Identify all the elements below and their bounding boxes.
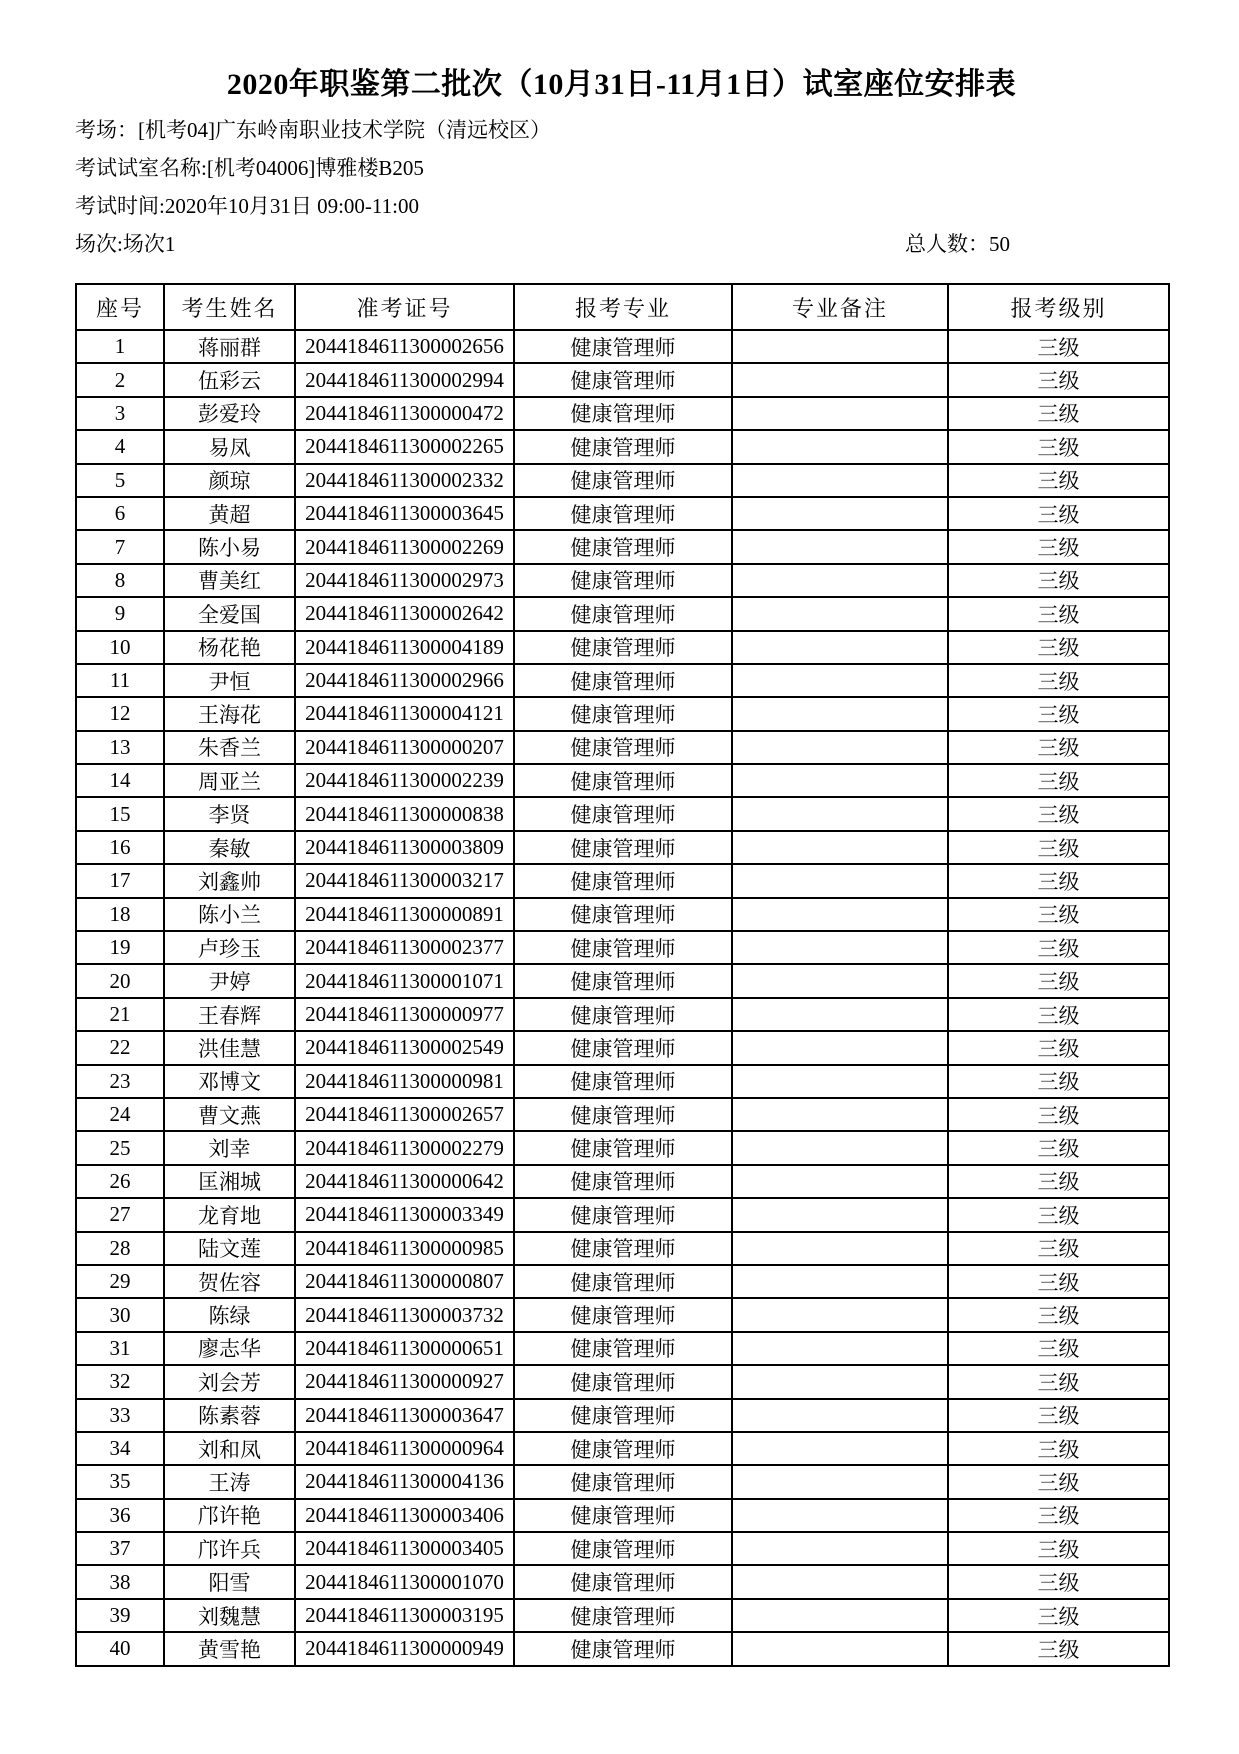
- cell-ticket: 2044184611300000927: [295, 1365, 514, 1398]
- cell-seat: 21: [76, 998, 164, 1031]
- cell-seat: 37: [76, 1532, 164, 1565]
- cell-remark: [732, 964, 948, 997]
- table-row: [76, 931, 1169, 964]
- cell-ticket: 2044184611300000838: [295, 797, 514, 830]
- cell-name: 陈小兰: [164, 898, 295, 931]
- cell-major: 健康管理师: [514, 597, 732, 630]
- cell-major: 健康管理师: [514, 1632, 732, 1665]
- cell-name: 陈素蓉: [164, 1399, 295, 1432]
- cell-seat: 4: [76, 430, 164, 463]
- table-row: [76, 1499, 1169, 1532]
- cell-seat: 16: [76, 831, 164, 864]
- column-header-name: 考生姓名: [164, 284, 295, 330]
- cell-name: 颜琼: [164, 464, 295, 497]
- cell-name: 曹美红: [164, 564, 295, 597]
- cell-seat: 31: [76, 1332, 164, 1365]
- cell-major: 健康管理师: [514, 1365, 732, 1398]
- cell-ticket: 2044184611300000977: [295, 998, 514, 1031]
- cell-level: 三级: [948, 764, 1169, 797]
- cell-major: 健康管理师: [514, 1399, 732, 1432]
- cell-seat: 27: [76, 1198, 164, 1231]
- cell-name: 刘和凤: [164, 1432, 295, 1465]
- cell-seat: 3: [76, 397, 164, 430]
- table-row: [76, 731, 1169, 764]
- column-header-ticket: 准考证号: [295, 284, 514, 330]
- cell-major: 健康管理师: [514, 1499, 732, 1532]
- cell-remark: [732, 330, 948, 363]
- table-row: [76, 1632, 1169, 1665]
- cell-level: 三级: [948, 363, 1169, 396]
- cell-name: 王春辉: [164, 998, 295, 1031]
- table-row: [76, 1031, 1169, 1064]
- cell-seat: 24: [76, 1098, 164, 1131]
- cell-level: 三级: [948, 1432, 1169, 1465]
- cell-level: 三级: [948, 664, 1169, 697]
- cell-seat: 29: [76, 1265, 164, 1298]
- cell-seat: 23: [76, 1065, 164, 1098]
- table-row: [76, 1532, 1169, 1565]
- cell-ticket: 2044184611300000985: [295, 1232, 514, 1265]
- cell-ticket: 2044184611300002269: [295, 530, 514, 563]
- cell-level: 三级: [948, 1065, 1169, 1098]
- cell-ticket: 2044184611300000651: [295, 1332, 514, 1365]
- cell-ticket: 2044184611300000964: [295, 1432, 514, 1465]
- table-row: [76, 998, 1169, 1031]
- cell-seat: 1: [76, 330, 164, 363]
- cell-remark: [732, 631, 948, 664]
- seat-assignment-table: [75, 283, 1170, 1667]
- cell-remark: [732, 363, 948, 396]
- cell-level: 三级: [948, 1131, 1169, 1164]
- cell-major: 健康管理师: [514, 564, 732, 597]
- cell-level: 三级: [948, 1532, 1169, 1565]
- cell-major: 健康管理师: [514, 1131, 732, 1164]
- table-row: [76, 1599, 1169, 1632]
- cell-remark: [732, 1632, 948, 1665]
- cell-ticket: 2044184611300003406: [295, 1499, 514, 1532]
- cell-major: 健康管理师: [514, 1432, 732, 1465]
- cell-level: 三级: [948, 1165, 1169, 1198]
- table-row: [76, 764, 1169, 797]
- table-row: [76, 597, 1169, 630]
- cell-level: 三级: [948, 1599, 1169, 1632]
- table-row: [76, 831, 1169, 864]
- table-row: [76, 664, 1169, 697]
- cell-name: 蒋丽群: [164, 330, 295, 363]
- table-row: [76, 898, 1169, 931]
- exam-site-line: 考场：[机考04]广东岭南职业技术学院（清远校区）: [75, 118, 551, 142]
- table-row: [76, 964, 1169, 997]
- cell-major: 健康管理师: [514, 764, 732, 797]
- table-row: [76, 363, 1169, 396]
- cell-level: 三级: [948, 898, 1169, 931]
- cell-level: 三级: [948, 931, 1169, 964]
- table-row: [76, 397, 1169, 430]
- cell-major: 健康管理师: [514, 430, 732, 463]
- cell-name: 邝许艳: [164, 1499, 295, 1532]
- cell-ticket: 2044184611300002973: [295, 564, 514, 597]
- cell-name: 周亚兰: [164, 764, 295, 797]
- table-row: [76, 1265, 1169, 1298]
- table-row: [76, 1198, 1169, 1231]
- cell-level: 三级: [948, 1031, 1169, 1064]
- cell-name: 杨花艳: [164, 631, 295, 664]
- cell-major: 健康管理师: [514, 1232, 732, 1265]
- cell-seat: 30: [76, 1298, 164, 1331]
- table-row: [76, 1232, 1169, 1265]
- cell-ticket: 2044184611300000807: [295, 1265, 514, 1298]
- cell-name: 尹恒: [164, 664, 295, 697]
- cell-ticket: 2044184611300002656: [295, 330, 514, 363]
- cell-seat: 34: [76, 1432, 164, 1465]
- cell-level: 三级: [948, 430, 1169, 463]
- cell-ticket: 2044184611300002377: [295, 931, 514, 964]
- cell-ticket: 2044184611300002642: [295, 597, 514, 630]
- table-row: [76, 564, 1169, 597]
- cell-major: 健康管理师: [514, 1599, 732, 1632]
- cell-seat: 33: [76, 1399, 164, 1432]
- cell-remark: [732, 697, 948, 730]
- cell-major: 健康管理师: [514, 530, 732, 563]
- cell-level: 三级: [948, 1465, 1169, 1498]
- cell-level: 三级: [948, 597, 1169, 630]
- cell-ticket: 2044184611300000642: [295, 1165, 514, 1198]
- cell-remark: [732, 1399, 948, 1432]
- cell-ticket: 2044184611300003195: [295, 1599, 514, 1632]
- cell-seat: 22: [76, 1031, 164, 1064]
- table-row: [76, 330, 1169, 363]
- cell-seat: 12: [76, 697, 164, 730]
- table-row: [76, 1565, 1169, 1598]
- cell-remark: [732, 797, 948, 830]
- cell-ticket: 2044184611300003405: [295, 1532, 514, 1565]
- cell-remark: [732, 1198, 948, 1231]
- cell-ticket: 2044184611300003732: [295, 1298, 514, 1331]
- cell-name: 黄超: [164, 497, 295, 530]
- table-row: [76, 1365, 1169, 1398]
- cell-level: 三级: [948, 1399, 1169, 1432]
- cell-major: 健康管理师: [514, 1298, 732, 1331]
- cell-remark: [732, 664, 948, 697]
- cell-major: 健康管理师: [514, 1165, 732, 1198]
- table-row: [76, 1098, 1169, 1131]
- cell-remark: [732, 1565, 948, 1598]
- cell-level: 三级: [948, 1232, 1169, 1265]
- cell-name: 贺佐容: [164, 1265, 295, 1298]
- cell-major: 健康管理师: [514, 1532, 732, 1565]
- cell-seat: 14: [76, 764, 164, 797]
- cell-seat: 10: [76, 631, 164, 664]
- column-header-level: 报考级别: [948, 284, 1169, 330]
- cell-ticket: 2044184611300004189: [295, 631, 514, 664]
- cell-remark: [732, 831, 948, 864]
- cell-name: 阳雪: [164, 1565, 295, 1598]
- cell-remark: [732, 1432, 948, 1465]
- cell-level: 三级: [948, 1332, 1169, 1365]
- cell-level: 三级: [948, 1265, 1169, 1298]
- cell-level: 三级: [948, 1632, 1169, 1665]
- session-row: [75, 232, 1168, 256]
- cell-remark: [732, 1098, 948, 1131]
- cell-name: 陆文莲: [164, 1232, 295, 1265]
- cell-seat: 5: [76, 464, 164, 497]
- cell-level: 三级: [948, 397, 1169, 430]
- cell-seat: 11: [76, 664, 164, 697]
- table-row: [76, 430, 1169, 463]
- cell-ticket: 2044184611300000981: [295, 1065, 514, 1098]
- cell-remark: [732, 1065, 948, 1098]
- table-row: [76, 864, 1169, 897]
- cell-seat: 25: [76, 1131, 164, 1164]
- cell-seat: 32: [76, 1365, 164, 1398]
- cell-ticket: 2044184611300002994: [295, 363, 514, 396]
- cell-seat: 8: [76, 564, 164, 597]
- cell-remark: [732, 1232, 948, 1265]
- table-row: [76, 1332, 1169, 1365]
- cell-remark: [732, 464, 948, 497]
- table-row: [76, 497, 1169, 530]
- table-row: [76, 530, 1169, 563]
- cell-remark: [732, 864, 948, 897]
- table-row: [76, 1399, 1169, 1432]
- cell-name: 王涛: [164, 1465, 295, 1498]
- cell-seat: 17: [76, 864, 164, 897]
- cell-ticket: 2044184611300002549: [295, 1031, 514, 1064]
- cell-ticket: 2044184611300003809: [295, 831, 514, 864]
- cell-name: 廖志华: [164, 1332, 295, 1365]
- cell-major: 健康管理师: [514, 664, 732, 697]
- cell-ticket: 2044184611300000891: [295, 898, 514, 931]
- table-row: [76, 631, 1169, 664]
- cell-ticket: 2044184611300004136: [295, 1465, 514, 1498]
- cell-ticket: 2044184611300003647: [295, 1399, 514, 1432]
- cell-name: 陈绿: [164, 1298, 295, 1331]
- cell-name: 秦敏: [164, 831, 295, 864]
- cell-seat: 28: [76, 1232, 164, 1265]
- cell-remark: [732, 1332, 948, 1365]
- cell-level: 三级: [948, 1098, 1169, 1131]
- cell-major: 健康管理师: [514, 1031, 732, 1064]
- table-row: [76, 797, 1169, 830]
- table-header-row: [76, 284, 1169, 330]
- cell-ticket: 2044184611300002332: [295, 464, 514, 497]
- cell-level: 三级: [948, 497, 1169, 530]
- cell-name: 洪佳慧: [164, 1031, 295, 1064]
- cell-name: 彭爱玲: [164, 397, 295, 430]
- table-row: [76, 1432, 1169, 1465]
- cell-name: 黄雪艳: [164, 1632, 295, 1665]
- cell-remark: [732, 1599, 948, 1632]
- cell-remark: [732, 1265, 948, 1298]
- cell-seat: 18: [76, 898, 164, 931]
- cell-name: 全爱国: [164, 597, 295, 630]
- cell-major: 健康管理师: [514, 964, 732, 997]
- table-row: [76, 697, 1169, 730]
- cell-level: 三级: [948, 864, 1169, 897]
- table-row: [76, 1065, 1169, 1098]
- cell-remark: [732, 397, 948, 430]
- cell-seat: 35: [76, 1465, 164, 1498]
- cell-remark: [732, 1365, 948, 1398]
- cell-ticket: 2044184611300003217: [295, 864, 514, 897]
- cell-level: 三级: [948, 797, 1169, 830]
- cell-major: 健康管理师: [514, 998, 732, 1031]
- cell-major: 健康管理师: [514, 330, 732, 363]
- cell-level: 三级: [948, 1298, 1169, 1331]
- cell-remark: [732, 1298, 948, 1331]
- cell-remark: [732, 1532, 948, 1565]
- cell-ticket: 2044184611300004121: [295, 697, 514, 730]
- page-title: 2020年职鉴第二批次（10月31日-11月1日）试室座位安排表: [226, 68, 1017, 101]
- table-row: [76, 1131, 1169, 1164]
- cell-remark: [732, 931, 948, 964]
- cell-name: 王海花: [164, 697, 295, 730]
- column-header-remark: 专业备注: [732, 284, 948, 330]
- exam-time-line: 考试时间:2020年10月31日 09:00-11:00: [75, 194, 419, 218]
- cell-seat: 2: [76, 363, 164, 396]
- cell-major: 健康管理师: [514, 1332, 732, 1365]
- cell-ticket: 2044184611300002279: [295, 1131, 514, 1164]
- cell-seat: 9: [76, 597, 164, 630]
- cell-name: 龙育地: [164, 1198, 295, 1231]
- cell-major: 健康管理师: [514, 731, 732, 764]
- cell-remark: [732, 1465, 948, 1498]
- cell-name: 匡湘城: [164, 1165, 295, 1198]
- cell-seat: 15: [76, 797, 164, 830]
- cell-level: 三级: [948, 831, 1169, 864]
- page-content: [75, 0, 1168, 1667]
- cell-major: 健康管理师: [514, 1198, 732, 1231]
- cell-ticket: 2044184611300002239: [295, 764, 514, 797]
- cell-level: 三级: [948, 1565, 1169, 1598]
- cell-ticket: 2044184611300001070: [295, 1565, 514, 1598]
- cell-remark: [732, 898, 948, 931]
- cell-name: 刘会芳: [164, 1365, 295, 1398]
- cell-name: 易凤: [164, 430, 295, 463]
- table-row: [76, 464, 1169, 497]
- cell-remark: [732, 430, 948, 463]
- cell-remark: [732, 731, 948, 764]
- total-count-label: 总人数：50: [905, 232, 1010, 256]
- cell-remark: [732, 1165, 948, 1198]
- table-row: [76, 1465, 1169, 1498]
- cell-major: 健康管理师: [514, 864, 732, 897]
- cell-level: 三级: [948, 464, 1169, 497]
- cell-name: 刘魏慧: [164, 1599, 295, 1632]
- cell-seat: 40: [76, 1632, 164, 1665]
- cell-seat: 19: [76, 931, 164, 964]
- cell-level: 三级: [948, 998, 1169, 1031]
- table-row: [76, 1165, 1169, 1198]
- cell-ticket: 2044184611300000949: [295, 1632, 514, 1665]
- cell-level: 三级: [948, 697, 1169, 730]
- cell-name: 朱香兰: [164, 731, 295, 764]
- cell-ticket: 2044184611300000472: [295, 397, 514, 430]
- cell-name: 邓博文: [164, 1065, 295, 1098]
- column-header-major: 报考专业: [514, 284, 732, 330]
- cell-major: 健康管理师: [514, 363, 732, 396]
- cell-major: 健康管理师: [514, 464, 732, 497]
- cell-remark: [732, 497, 948, 530]
- cell-remark: [732, 1031, 948, 1064]
- cell-name: 陈小易: [164, 530, 295, 563]
- cell-seat: 13: [76, 731, 164, 764]
- cell-seat: 6: [76, 497, 164, 530]
- cell-remark: [732, 764, 948, 797]
- cell-name: 刘鑫帅: [164, 864, 295, 897]
- cell-name: 卢珍玉: [164, 931, 295, 964]
- cell-level: 三级: [948, 530, 1169, 563]
- cell-seat: 20: [76, 964, 164, 997]
- cell-major: 健康管理师: [514, 1265, 732, 1298]
- cell-major: 健康管理师: [514, 497, 732, 530]
- cell-level: 三级: [948, 731, 1169, 764]
- cell-level: 三级: [948, 964, 1169, 997]
- cell-seat: 38: [76, 1565, 164, 1598]
- cell-level: 三级: [948, 1198, 1169, 1231]
- cell-major: 健康管理师: [514, 931, 732, 964]
- cell-ticket: 2044184611300002966: [295, 664, 514, 697]
- column-header-seat: 座号: [76, 284, 164, 330]
- cell-major: 健康管理师: [514, 697, 732, 730]
- cell-ticket: 2044184611300002657: [295, 1098, 514, 1131]
- cell-seat: 39: [76, 1599, 164, 1632]
- cell-name: 曹文燕: [164, 1098, 295, 1131]
- cell-name: 尹婷: [164, 964, 295, 997]
- cell-major: 健康管理师: [514, 397, 732, 430]
- cell-remark: [732, 530, 948, 563]
- cell-major: 健康管理师: [514, 631, 732, 664]
- cell-remark: [732, 597, 948, 630]
- cell-seat: 36: [76, 1499, 164, 1532]
- cell-seat: 7: [76, 530, 164, 563]
- table-body: [76, 330, 1169, 1666]
- cell-seat: 26: [76, 1165, 164, 1198]
- cell-remark: [732, 998, 948, 1031]
- cell-ticket: 2044184611300000207: [295, 731, 514, 764]
- table-row: [76, 1298, 1169, 1331]
- cell-level: 三级: [948, 1365, 1169, 1398]
- cell-name: 李贤: [164, 797, 295, 830]
- cell-ticket: 2044184611300002265: [295, 430, 514, 463]
- cell-name: 伍彩云: [164, 363, 295, 396]
- cell-level: 三级: [948, 330, 1169, 363]
- cell-remark: [732, 1499, 948, 1532]
- cell-major: 健康管理师: [514, 1065, 732, 1098]
- cell-major: 健康管理师: [514, 797, 732, 830]
- cell-name: 邝许兵: [164, 1532, 295, 1565]
- cell-level: 三级: [948, 631, 1169, 664]
- cell-major: 健康管理师: [514, 1098, 732, 1131]
- table-header: [76, 284, 1169, 330]
- cell-ticket: 2044184611300003645: [295, 497, 514, 530]
- exam-room-line: 考试试室名称:[机考04006]博雅楼B205: [75, 156, 424, 180]
- session-label: 场次:场次1: [75, 232, 176, 256]
- cell-major: 健康管理师: [514, 1565, 732, 1598]
- cell-level: 三级: [948, 564, 1169, 597]
- cell-major: 健康管理师: [514, 898, 732, 931]
- cell-major: 健康管理师: [514, 1465, 732, 1498]
- cell-remark: [732, 1131, 948, 1164]
- cell-level: 三级: [948, 1499, 1169, 1532]
- cell-ticket: 2044184611300003349: [295, 1198, 514, 1231]
- cell-ticket: 2044184611300001071: [295, 964, 514, 997]
- cell-name: 刘幸: [164, 1131, 295, 1164]
- cell-major: 健康管理师: [514, 831, 732, 864]
- cell-remark: [732, 564, 948, 597]
